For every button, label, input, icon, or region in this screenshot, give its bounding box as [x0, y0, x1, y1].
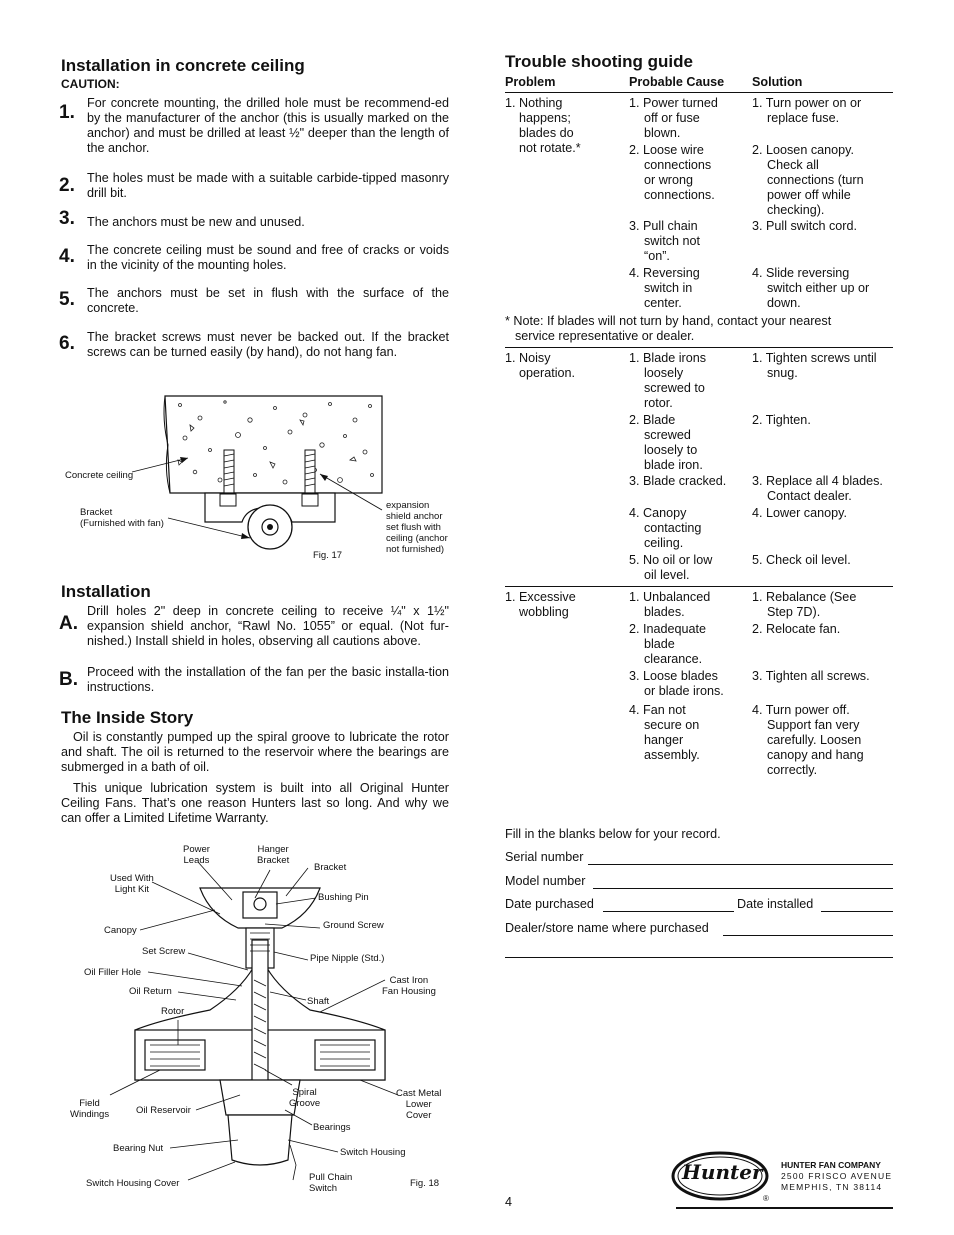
cause-cell: 3. Loose blades or blade irons. — [629, 669, 724, 698]
oil-reservoir-label: Oil Reservoir — [136, 1105, 191, 1116]
dealer-field[interactable] — [723, 935, 893, 936]
company-name: HUNTER FAN COMPANY — [781, 1160, 881, 1170]
dealer-field-line-2[interactable] — [505, 957, 893, 958]
set-screw-label: Set Screw — [142, 946, 186, 957]
serial-number-field[interactable] — [588, 864, 893, 865]
record-intro: Fill in the blanks below for your record. — [505, 827, 721, 841]
solution-cell: 5. Check oil level. — [752, 553, 851, 567]
cause-cell: 1. Power turned off or fuse blown. — [629, 96, 718, 140]
figure-caption: Fig. 18 — [410, 1178, 440, 1189]
anchor-label: expansion shield anchor set flush with ceiling (anchor not furnished) — [386, 500, 448, 555]
logo-text: Hunter — [682, 1160, 763, 1184]
header-problem: Problem — [505, 75, 556, 89]
solution-cell: 1. Rebalance (See Step 7D). — [752, 590, 857, 619]
solution-cell: 2. Relocate fan. — [752, 622, 841, 636]
solution-cell: 1. Tighten screws until snug. — [752, 351, 877, 380]
concrete-ceiling-label: Concrete ceiling — [65, 470, 134, 481]
solution-cell: 4. Turn power off. Support fan very carefully. Loosen canopy and hang correctly. — [752, 703, 864, 777]
company-address-2: MEMPHIS, TN 38114 — [781, 1182, 883, 1192]
item-text: The anchors must be set in flush with the surface of the concrete. — [87, 286, 449, 315]
oil-filler-hole-label: Oil Filler Hole — [84, 967, 142, 978]
header-cause: Probable Cause — [629, 75, 725, 89]
step-text: Proceed with the installation of the fan per the basic installa-tion instructions. — [87, 665, 449, 694]
switch-housing-cover-label: Switch Housing Cover — [86, 1178, 180, 1189]
cast-iron-housing-label: Cast Iron Fan Housing — [382, 975, 436, 997]
item-number: 6. — [59, 333, 75, 354]
item-number: 5. — [59, 289, 75, 310]
bracket-label: Bracket — [80, 507, 113, 518]
cause-cell: 4. Fan not secure on hanger assembly. — [629, 703, 700, 762]
group-rule — [505, 347, 893, 348]
cause-cell: 2. Inadequate blade clearance. — [629, 622, 707, 666]
rotor-label: Rotor — [161, 1006, 185, 1017]
item-number: 4. — [59, 246, 75, 267]
company-address-1: 2500 FRISCO AVENUE — [781, 1171, 893, 1181]
item-text: The concrete ceiling must be sound and free of cracks or voids in the vicinity of the mounting holes. — [87, 243, 449, 272]
cause-cell: 5. No oil or low oil level. — [629, 553, 713, 582]
installation-title: Installation — [61, 582, 151, 601]
oil-return-label: Oil Return — [129, 986, 172, 997]
header-rule — [505, 92, 893, 93]
problem-cell: 1. Noisy operation. — [505, 351, 576, 380]
item-number: 1. — [59, 102, 75, 123]
cause-cell: 3. Pull chain switch not “on”. — [629, 219, 700, 263]
cause-cell: 3. Blade cracked. — [629, 474, 727, 488]
problem-cell: 1. Excessive wobbling — [505, 590, 576, 619]
item-number: 2. — [59, 175, 75, 196]
solution-cell: 2. Tighten. — [752, 413, 811, 427]
solution-cell: 1. Turn power on or replace fuse. — [752, 96, 862, 125]
bearing-nut-label: Bearing Nut — [113, 1143, 164, 1154]
solution-cell: 3. Pull switch cord. — [752, 219, 857, 233]
field-windings-label: Field Windings — [70, 1098, 110, 1120]
page-number: 4 — [505, 1195, 513, 1209]
item-text: The bracket screws must never be backed out. If the bracket screws can be turned easily (by hand), do not hang fan. — [87, 330, 449, 359]
cause-cell: 4. Reversing switch in center. — [629, 266, 700, 310]
solution-cell: 3. Tighten all screws. — [752, 669, 870, 683]
item-text: The holes must be made with a suitable carbide-tipped masonry drill bit. — [87, 171, 449, 200]
step-text: Drill holes 2" deep in concrete ceiling to receive ¼" x 1½" expansion shield anchor, “Rawl No. 1055” or equal. (Not fur-nished.) Install shield in holes, observing all cautions above. — [87, 604, 449, 648]
bushing-pin-label: Bushing Pin — [318, 892, 369, 903]
step-letter: B. — [59, 669, 78, 690]
solution-cell: 3. Replace all 4 blades. Contact dealer. — [752, 474, 883, 503]
inside-story-title: The Inside Story — [61, 708, 194, 727]
figure-caption: Fig. 17 — [313, 550, 343, 561]
inside-story-p1: Oil is constantly pumped up the spiral groove to lubricate the rotor and shaft. The oil is returned to the reservoir where the bearings are submerged in a bath of oil. — [61, 730, 449, 774]
dealer-label: Dealer/store name where purchased — [505, 921, 709, 935]
model-number-label: Model number — [505, 874, 586, 888]
serial-number-label: Serial number — [505, 850, 584, 864]
cast-metal-cover-label: Cast Metal Lower Cover — [396, 1088, 442, 1121]
cause-cell: 2. Loose wire connections or wrong connections. — [629, 143, 715, 202]
used-with-light-kit-label: Used With Light Kit — [110, 873, 154, 895]
cause-cell: 4. Canopy contacting ceiling. — [629, 506, 702, 550]
solution-cell: 4. Slide reversing switch either up or down. — [752, 266, 870, 310]
date-purchased-field[interactable] — [603, 911, 734, 912]
caution-label: CAUTION: — [61, 77, 120, 91]
cause-cell: 2. Blade screwed loosely to blade iron. — [629, 413, 703, 472]
date-purchased-label: Date purchased — [505, 897, 594, 911]
bracket-furnished-label: (Furnished with fan) — [80, 518, 164, 529]
cause-cell: 1. Unbalanced blades. — [629, 590, 711, 619]
solution-cell: 4. Lower canopy. — [752, 506, 847, 520]
date-installed-label: Date installed — [737, 897, 814, 911]
inside-story-p2: This unique lubrication system is built into all Original Hunter Ceiling Fans. That’s one reason Hunters last so long. And why we can offer a Limited Lifetime Warranty. — [61, 781, 449, 825]
bracket-label: Bracket — [314, 862, 347, 873]
note-text: * Note: If blades will not turn by hand, contact your nearest service representative or dealer. — [505, 314, 832, 343]
group-rule — [505, 586, 893, 587]
bearings-label: Bearings — [313, 1122, 351, 1133]
registered-mark: ® — [763, 1194, 769, 1203]
problem-cell: 1. Nothing happens; blades do not rotate.* — [505, 96, 581, 155]
canopy-label: Canopy — [104, 925, 137, 936]
date-installed-field[interactable] — [821, 911, 893, 912]
footer-rule — [676, 1207, 893, 1209]
switch-housing-label: Switch Housing — [340, 1147, 406, 1158]
solution-cell: 2. Loosen canopy. Check all connections (turn power off while checking). — [752, 143, 864, 217]
spiral-groove-label: Spiral Groove — [289, 1087, 321, 1109]
model-number-field[interactable] — [593, 888, 893, 889]
concrete-title: Installation in concrete ceiling — [61, 56, 305, 75]
cause-cell: 1. Blade irons loosely screwed to rotor. — [629, 351, 707, 410]
troubleshooting-title: Trouble shooting guide — [505, 52, 693, 71]
ground-screw-label: Ground Screw — [323, 920, 384, 931]
power-leads-label: Power Leads — [183, 844, 210, 866]
header-solution: Solution — [752, 75, 803, 89]
step-letter: A. — [59, 613, 78, 634]
item-number: 3. — [59, 208, 75, 229]
shaft-label: Shaft — [307, 996, 330, 1007]
pipe-nipple-label: Pipe Nipple (Std.) — [310, 953, 385, 964]
hanger-bracket-label: Hanger Bracket — [257, 844, 290, 866]
item-text: The anchors must be new and unused. — [87, 215, 305, 229]
item-text: For concrete mounting, the drilled hole must be recommend-ed by the manufacturer of the anchor (this is usually marked on the anchor) and must be drilled at least ½" deeper than the length of the anchor. — [87, 96, 449, 155]
pull-chain-switch-label: Pull Chain Switch — [309, 1172, 353, 1194]
